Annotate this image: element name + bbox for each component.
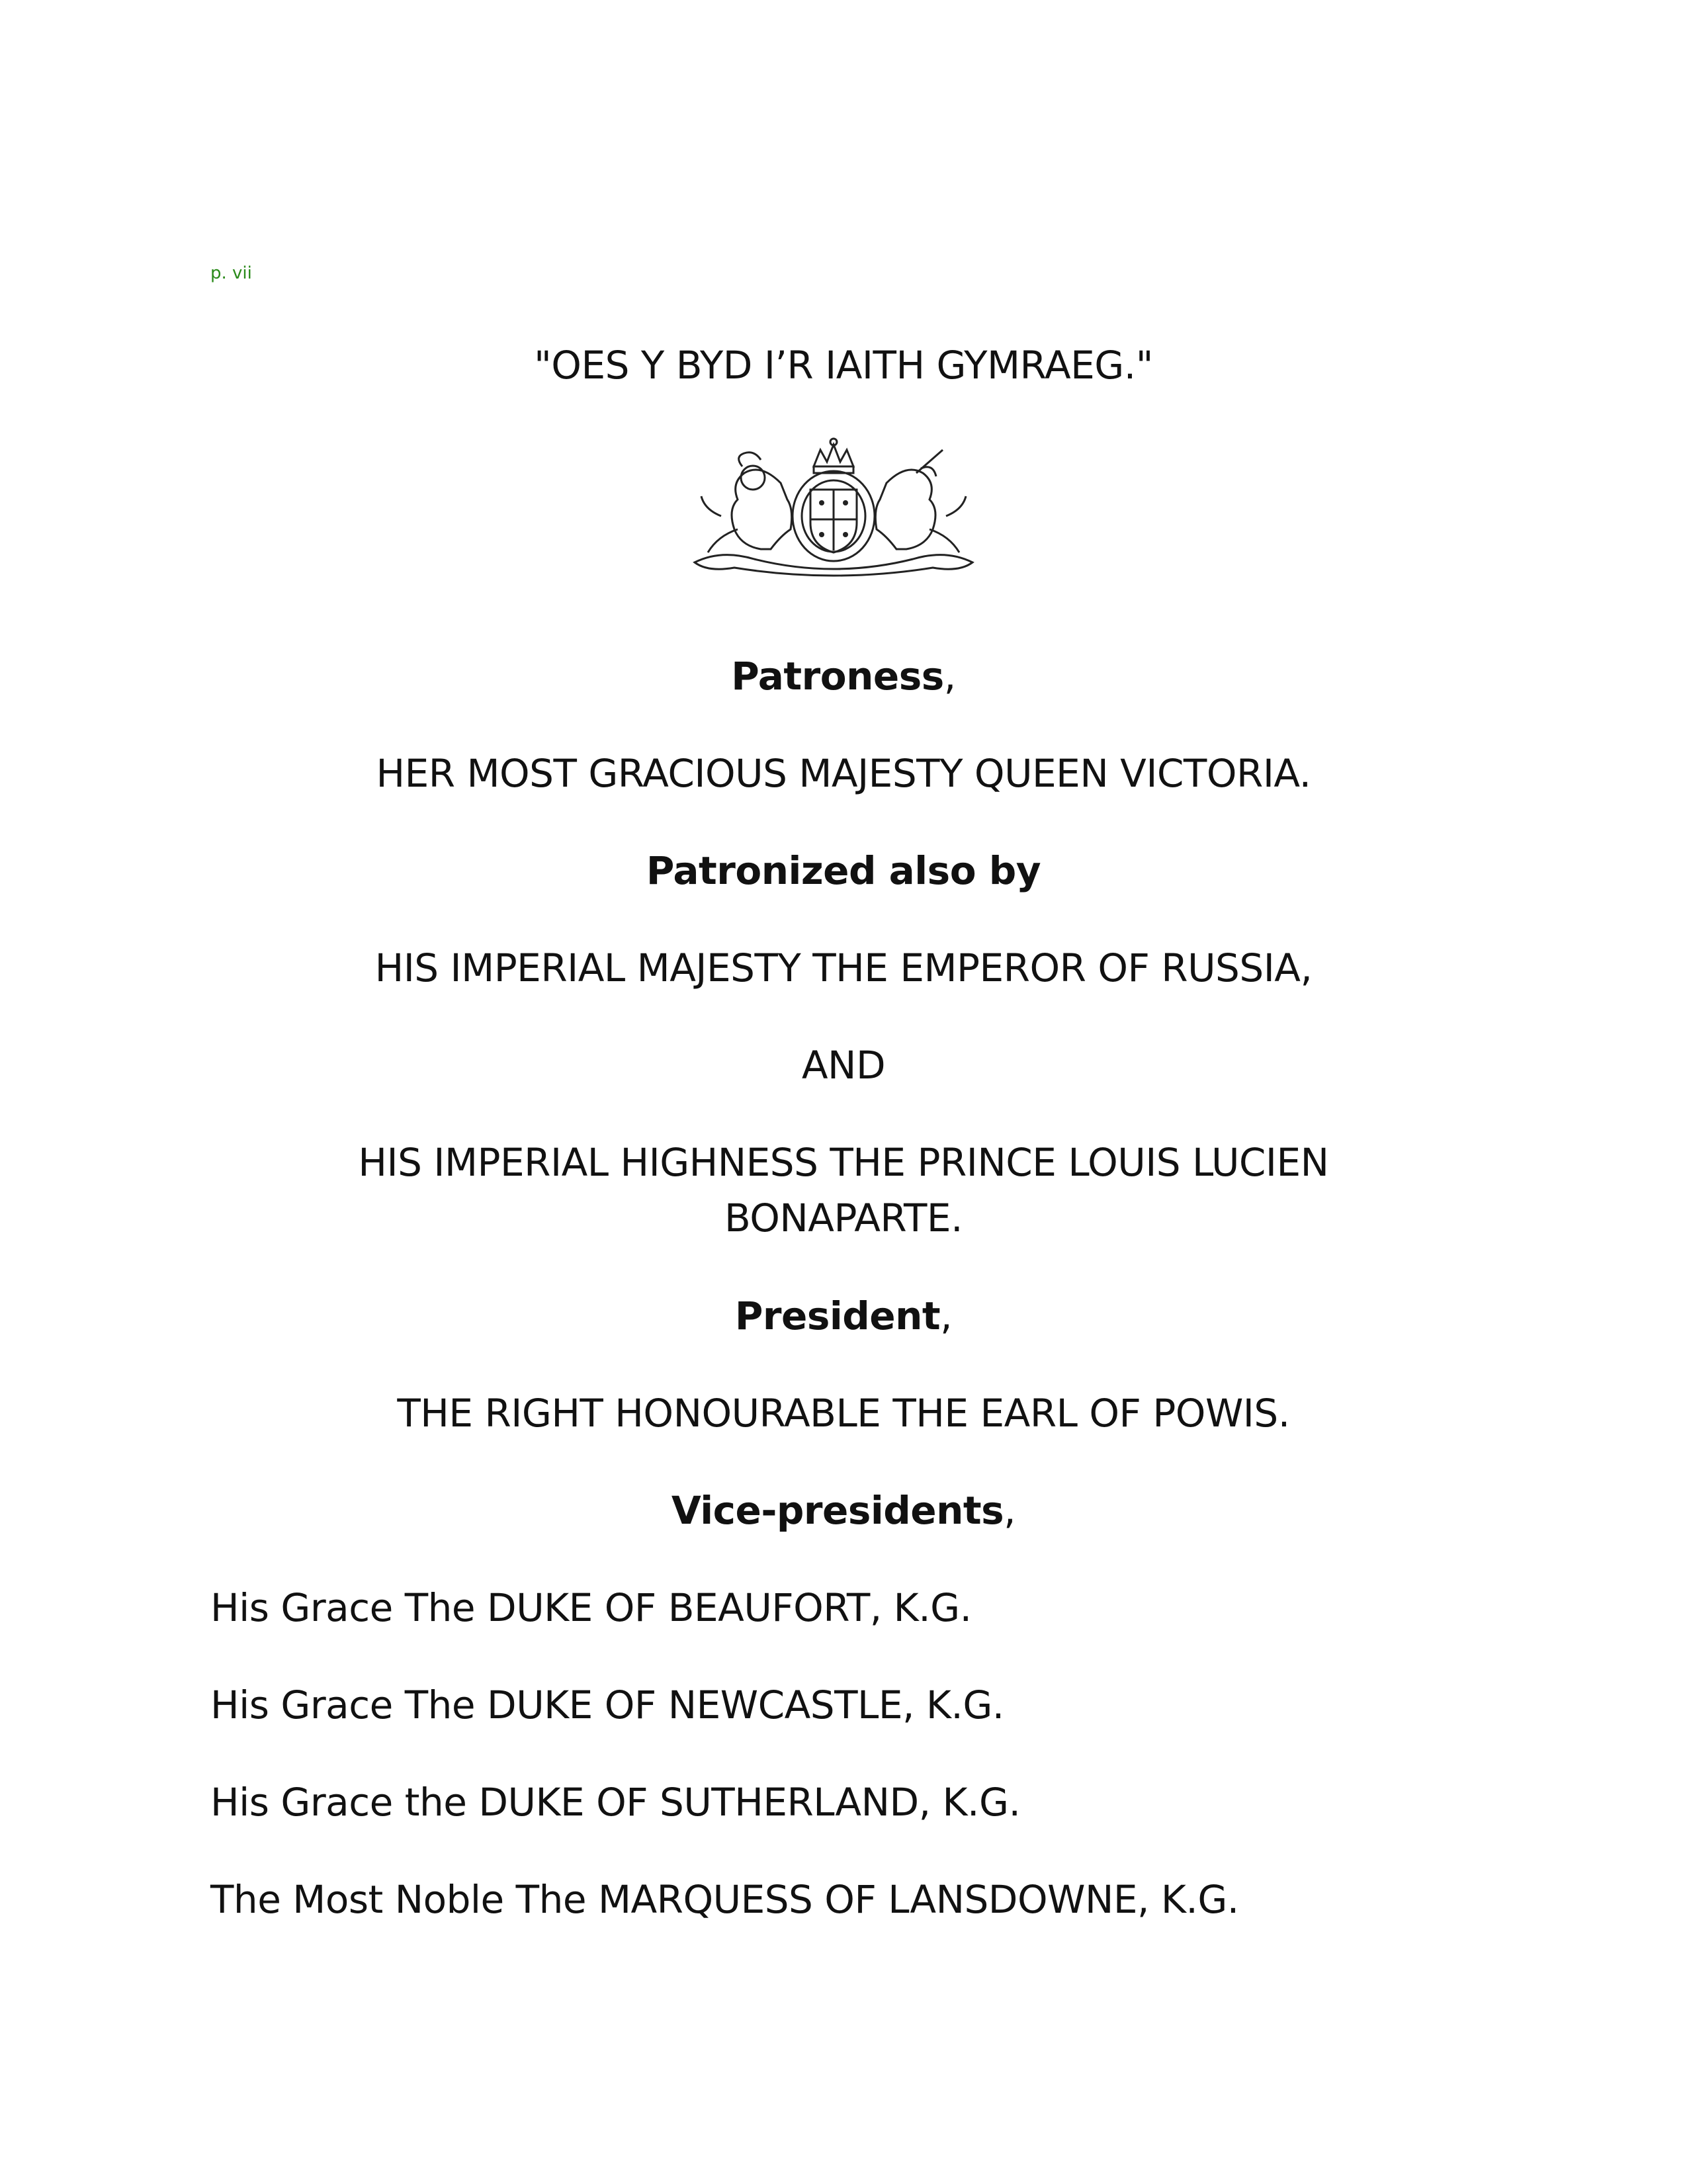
vice-president-item: His Grace The DUKE OF NEWCASTLE, K.G. xyxy=(210,1682,1004,1727)
motto: "OES Y BYD I’R IAITH GYMRAEG." xyxy=(534,343,1153,388)
patroness-label: Patroness xyxy=(731,654,944,699)
vice-president-item: His Grace the DUKE OF SUTHERLAND, K.G. xyxy=(210,1780,1021,1825)
vice-presidents-heading xyxy=(0,1483,1687,1538)
patron-russia: HIS IMPERIAL MAJESTY THE EMPEROR OF RUSSIA, xyxy=(374,945,1313,990)
patron-conjunction: AND xyxy=(801,1043,886,1088)
vice-presidents-label: Vice-presidents xyxy=(671,1488,1004,1533)
vice-president-item: The Most Noble The MARQUESS OF LANSDOWNE, K.G. xyxy=(210,1877,1239,1922)
vice-presidents-comma: , xyxy=(1004,1488,1016,1533)
vice-president-item: His Grace The DUKE OF BEAUFORT, K.G. xyxy=(210,1585,972,1630)
president-name: THE RIGHT HONOURABLE THE EARL OF POWIS. xyxy=(397,1391,1290,1436)
patroness-heading xyxy=(0,648,1687,704)
royal-coat-of-arms-icon xyxy=(681,437,986,582)
president-comma: , xyxy=(940,1293,953,1338)
patroness-comma: , xyxy=(943,654,956,699)
patroness-name: HER MOST GRACIOUS MAJESTY QUEEN VICTORIA. xyxy=(376,751,1311,796)
president-heading xyxy=(0,1288,1687,1344)
patron-bonaparte: HIS IMPERIAL HIGHNESS THE PRINCE LOUIS LUCIEN BONAPARTE. xyxy=(358,1140,1329,1241)
president-label: President xyxy=(734,1293,941,1338)
page-number: p. vii xyxy=(210,263,252,283)
patronized-heading: Patronized also by xyxy=(646,848,1041,893)
